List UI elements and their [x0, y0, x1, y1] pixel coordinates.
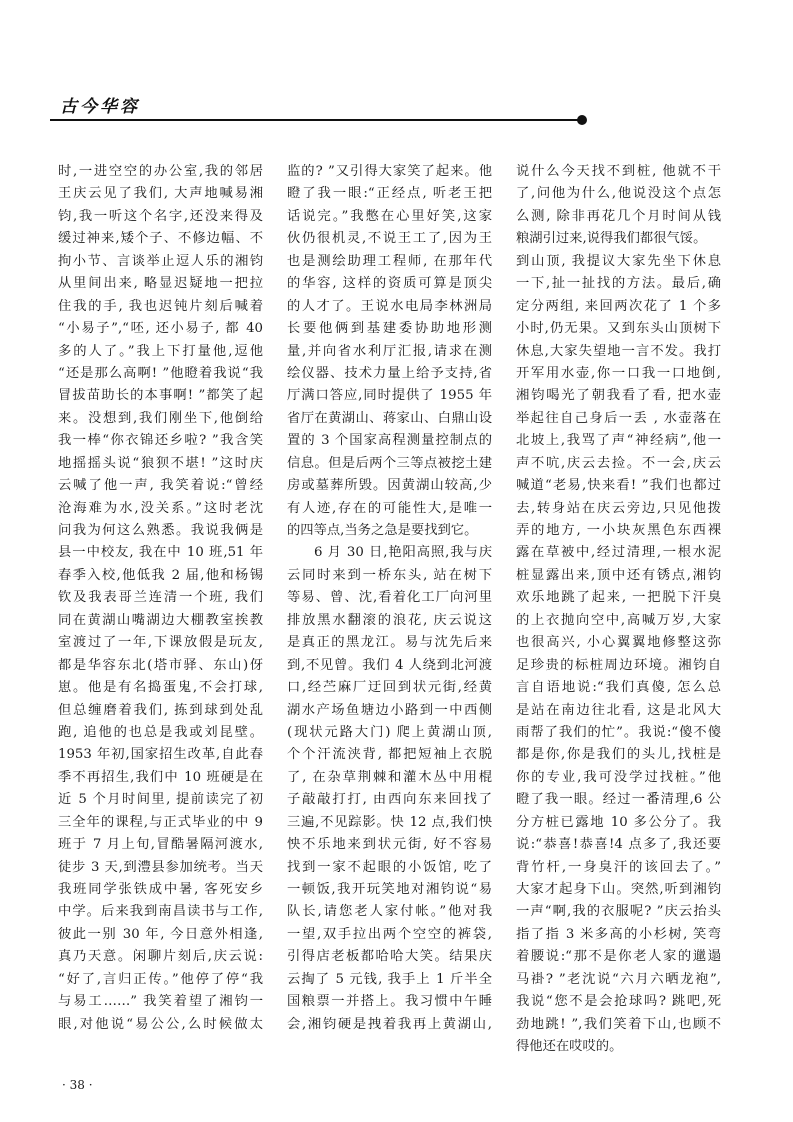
text-line: 沧海难为水,没关系。”这时老沈 [58, 500, 263, 516]
section-title: 古今华容 [60, 97, 140, 117]
text-line: 王庆云见了我们, 大声地喊易湘 [58, 186, 263, 202]
text-line: 云喊了他一声, 我笑着说:“曾经 [58, 478, 263, 494]
text-line: 得他还在哎哎的。 [516, 1039, 623, 1055]
text-line: 与易工……” 我笑着望了湘钧一 [58, 994, 263, 1010]
text-line: 也很高兴, 小心翼翼地修整这弥 [516, 635, 721, 651]
text-line: 等易、曾、沈,看着化工厂向河里 [287, 590, 492, 606]
text-line: 班于 7 月上旬,冒酷暑隔河渡水, [58, 837, 263, 853]
text-line: 从里间出来, 略显迟疑地一把拉 [58, 276, 263, 292]
text-line: 置的 3 个国家高程测量控制点的 [287, 433, 492, 449]
text-line: 缓过神来,矮个子、不修边幅、不 [58, 231, 263, 247]
text-line: 都是你,你是我们的头儿,找桩是 [516, 747, 721, 763]
text-line: 找到一家不起眼的小饭馆, 吃了 [287, 859, 492, 875]
text-line: 怏不乐地来到状元街, 好不容易 [287, 837, 492, 853]
text-line: 瞪了我一眼:“正经点, 听老王把 [287, 186, 492, 202]
text-line: 足珍贵的标桩周边环境。湘钧自 [516, 657, 721, 673]
text-line: 到,不见曾。我们 4 人绕到北河渡 [287, 657, 492, 673]
text-line: 房或墓葬所毁。因黄湖山较高,少 [287, 478, 492, 494]
text-line: “好了,言归正传。”他停了停“我 [58, 971, 263, 987]
text-line: 个个汗流浃背, 都把短袖上衣脱 [287, 747, 492, 763]
text-line: 说什么今天找不到桩, 他就不干 [516, 164, 721, 179]
text-line: 问我为何这么熟悉。我说我俩是 [58, 523, 263, 538]
text-line: 口,经苎麻厂迂回到状元街,经黄 [287, 680, 492, 696]
text-line: 多的人了。”我上下打量他,逗他 [58, 343, 263, 359]
text-line: 分方桩已露地 10 多公分了。我 [516, 814, 721, 830]
text-line: 引得店老板都哈哈大笑。结果庆 [287, 949, 492, 965]
text-line: 湘钧喝光了朝我看了看, 把水壶 [516, 388, 721, 404]
text-line: 露在草被中,经过清理,一根水泥 [516, 545, 721, 561]
text-line: 排放黑水翻滚的浪花, 庆云说这 [287, 612, 492, 628]
text-line: 的人才了。王说水电局李林洲局 [287, 298, 492, 314]
text-line: 背竹杆,一身臭汗的该回去了。” [516, 859, 721, 875]
text-line: “还是那么高啊! ”他瞪着我说“我 [58, 365, 263, 381]
text-line: 桩显露出来,顶中还有锈点,湘钧 [516, 567, 721, 583]
text-line: 一下,扯一扯找的方法。最后,确 [516, 276, 721, 292]
text-line: 着腰说:“那不是你老人家的邋遢 [516, 949, 721, 965]
text-line: 省厅在黄湖山、蒋家山、白鼎山设 [287, 410, 492, 426]
text-line: 彼此一别 30 年, 今日意外相逢, [58, 926, 263, 942]
text-line: 1953 年初,国家招生改革,自此春 [58, 747, 263, 763]
text-line: 言自语地说:“我们真傻, 怎么总 [516, 680, 721, 696]
text-line: 声不吭,庆云去捡。不一会,庆云 [516, 455, 721, 471]
text-line: 去,转身站在庆云旁边,只见他拨 [516, 500, 721, 516]
text-line: 了, 在杂草荆棘和灌木丛中用棍 [287, 769, 492, 785]
text-line: 时,一进空空的办公室,我的邻居 [58, 164, 263, 179]
text-line: 崽。他是有名捣蛋鬼,不会打球, [58, 680, 263, 696]
text-line: 近 5 个月时间里, 提前读完了初 [58, 792, 263, 808]
text-line: 三全年的课程,与正式毕业的中 9 [58, 814, 263, 830]
text-line: 伙仍很机灵,不说王工了,因为王 [287, 231, 492, 247]
text-line: 子敲敲打打, 由西向东来回找了 [287, 792, 492, 808]
text-line: 我一棒“你衣锦还乡啦? ”我含笑 [58, 433, 263, 449]
text-line: 说:“恭喜!恭喜!4 点多了,我还要 [516, 837, 721, 853]
text-line: 开军用水壶,你一口我一口地倒, [516, 365, 721, 381]
text-line: 真乃天意。闲聊片刻后,庆云说: [58, 949, 263, 965]
text-line: 北坡上,我骂了声“神经病”,他一 [516, 433, 721, 449]
text-line: 是站在南边往北看, 这是北风大 [516, 702, 721, 718]
text-line: 钧,我一听这个名字,还没来得及 [58, 208, 263, 224]
text-line: 长要他俩到基建委协助地形测 [287, 321, 492, 337]
text-line: 徒步 3 天,到澧县参加统考。当天 [58, 859, 263, 875]
text-line: 室渡过了一年,下课放假是玩友, [58, 635, 263, 651]
text-line: 国粮票一并搭上。我习惯中午睡 [287, 994, 492, 1010]
text-line: 同在黄湖山嘴湖边大棚教室挨教 [58, 612, 263, 628]
page-number: · 38 · [62, 1078, 93, 1092]
text-line: 一声“啊,我的衣服呢? ”庆云抬头 [516, 904, 721, 920]
text-line: 马褂? ”老沈说“六月六晒龙袍”, [516, 971, 721, 987]
text-line: 有人迹,存在的可能性大,是唯一 [287, 500, 492, 516]
text-line: 指了指 3 米多高的小杉树, 笑弯 [516, 926, 721, 942]
text-line: 三遍,不见踪影。快 12 点,我们怏 [287, 814, 492, 830]
text-line: 湖水产场鱼塘边小路到一中西侧 [287, 702, 492, 718]
text-line: 队长,请您老人家付帐。”他对我 [287, 904, 492, 920]
text-line: “小易子”,“呸, 还小易子, 都 40 [58, 321, 263, 337]
text-line: (现状元路大门) 爬上黄湖山顶, [287, 724, 492, 740]
text-line: 我班同学张铁成中暑, 客死安乡 [58, 882, 263, 897]
text-line: 的上衣抛向空中,高喊万岁,大家 [516, 612, 721, 628]
text-line: 话说完。”我憋在心里好笑,这家 [287, 208, 492, 224]
text-line: 弄的地方, 一小块灰黑色东西裸 [516, 523, 721, 538]
text-line: 欢乐地跳了起来, 一把脱下汗臭 [516, 590, 721, 606]
text-line: 厅满口答应,同时提供了 1955 年 [287, 388, 492, 404]
text-line: 跑, 追他的也总是我或刘昆壁。 [58, 724, 263, 740]
text-line: 我说“您不是会抢球吗? 跳吧,死 [516, 994, 721, 1010]
text-line: 6 月 30 日,艳阳高照,我与庆 [314, 545, 492, 561]
text-line: 雨帮了我们的忙”。我说:“傻不傻 [516, 724, 721, 740]
text-line: 住我的手, 我也迟钝片刻后喊着 [58, 298, 263, 314]
text-line: 的四等点,当务之急是要找到它。 [287, 523, 478, 538]
text-line: 劲地跳! ”,我们笑着下山,也顾不 [516, 1016, 721, 1032]
text-line: 举起往自己身后一丢 , 水壶落在 [516, 410, 721, 426]
text-line: 来。没想到,我们刚坐下,他倒给 [58, 410, 263, 426]
text-column-1 [58, 161, 263, 1036]
text-line: 春季入校,他低我 2 届,他和杨锡 [58, 567, 263, 583]
text-line: 绘仪器、技术力量上给予支持,省 [287, 365, 492, 381]
text-line: 云掏了 5 元钱, 我手上 1 斤半全 [287, 971, 492, 987]
text-line: 是真正的黑龙江。易与沈先后来 [287, 635, 492, 651]
header-dot-ornament [577, 115, 587, 125]
header-rule [50, 119, 580, 121]
text-line: 也是测绘助理工程师, 在那年代 [287, 253, 492, 269]
text-line: 监的? ”又引得大家笑了起来。他 [287, 164, 492, 179]
text-line: 定分两组, 来回两次花了 1 个多 [516, 298, 721, 314]
text-line: 云同时来到一桥东头, 站在树下 [287, 567, 492, 583]
text-line: 你的专业,我可没学过找桩。”他 [516, 769, 721, 785]
text-line: 喊道“老易,快来看! ”我们也都过 [516, 478, 721, 494]
text-line: 量,并向省水利厅汇报,请求在测 [287, 343, 492, 359]
text-column-3 [516, 161, 721, 1059]
text-line: 会,湘钧硬是拽着我再上黄湖山, [287, 1016, 492, 1032]
text-line: 么测, 除非再花几个月时间从钱 [516, 208, 721, 224]
text-line: 钦及我表哥兰连清一个班, 我们 [58, 590, 263, 606]
text-line: 的华容, 这样的资质可算是顶尖 [287, 276, 492, 292]
text-line: 了,问他为什么,他说没这个点怎 [516, 186, 721, 202]
text-line: 一望,双手拉出两个空空的裤袋, [287, 926, 492, 942]
text-line: 但总缠磨着我们, 拣到球到处乱 [58, 702, 263, 718]
text-line: 地摇摇头说“狼狈不堪! ”这时庆 [58, 455, 263, 471]
text-line: 冒拔苗助长的本事啊! ”都笑了起 [58, 388, 263, 404]
text-line: 信息。但是后两个三等点被挖土建 [287, 455, 492, 471]
text-line: 到山顶, 我提议大家先坐下休息 [516, 253, 721, 269]
text-line: 粮湖引过来,说得我们都很气馁。 [516, 231, 707, 247]
text-line: 小时,仍无果。又到东头山顶树下 [516, 321, 721, 337]
text-line: 瞪了我一眼。经过一番清理,6 公 [516, 792, 721, 808]
text-line: 一顿饭,我开玩笑地对湘钧说“易 [287, 882, 492, 897]
text-line: 县一中校友, 我在中 10 班,51 年 [58, 545, 263, 561]
text-line: 拘小节、言谈举止逗人乐的湘钧 [58, 253, 263, 269]
text-line: 季不再招生,我们中 10 班硬是在 [58, 769, 263, 785]
text-column-2 [287, 161, 492, 1036]
text-line: 休息,大家失望地一言不发。我打 [516, 343, 721, 359]
text-line: 大家才起身下山。突然,听到湘钧 [516, 882, 721, 897]
text-line: 中学。后来我到南昌读书与工作, [58, 904, 263, 920]
text-line: 眼,对他说“易公公,么时候做太 [58, 1016, 263, 1032]
text-line: 都是华容东北(塔市驿、东山)伢 [58, 657, 263, 673]
